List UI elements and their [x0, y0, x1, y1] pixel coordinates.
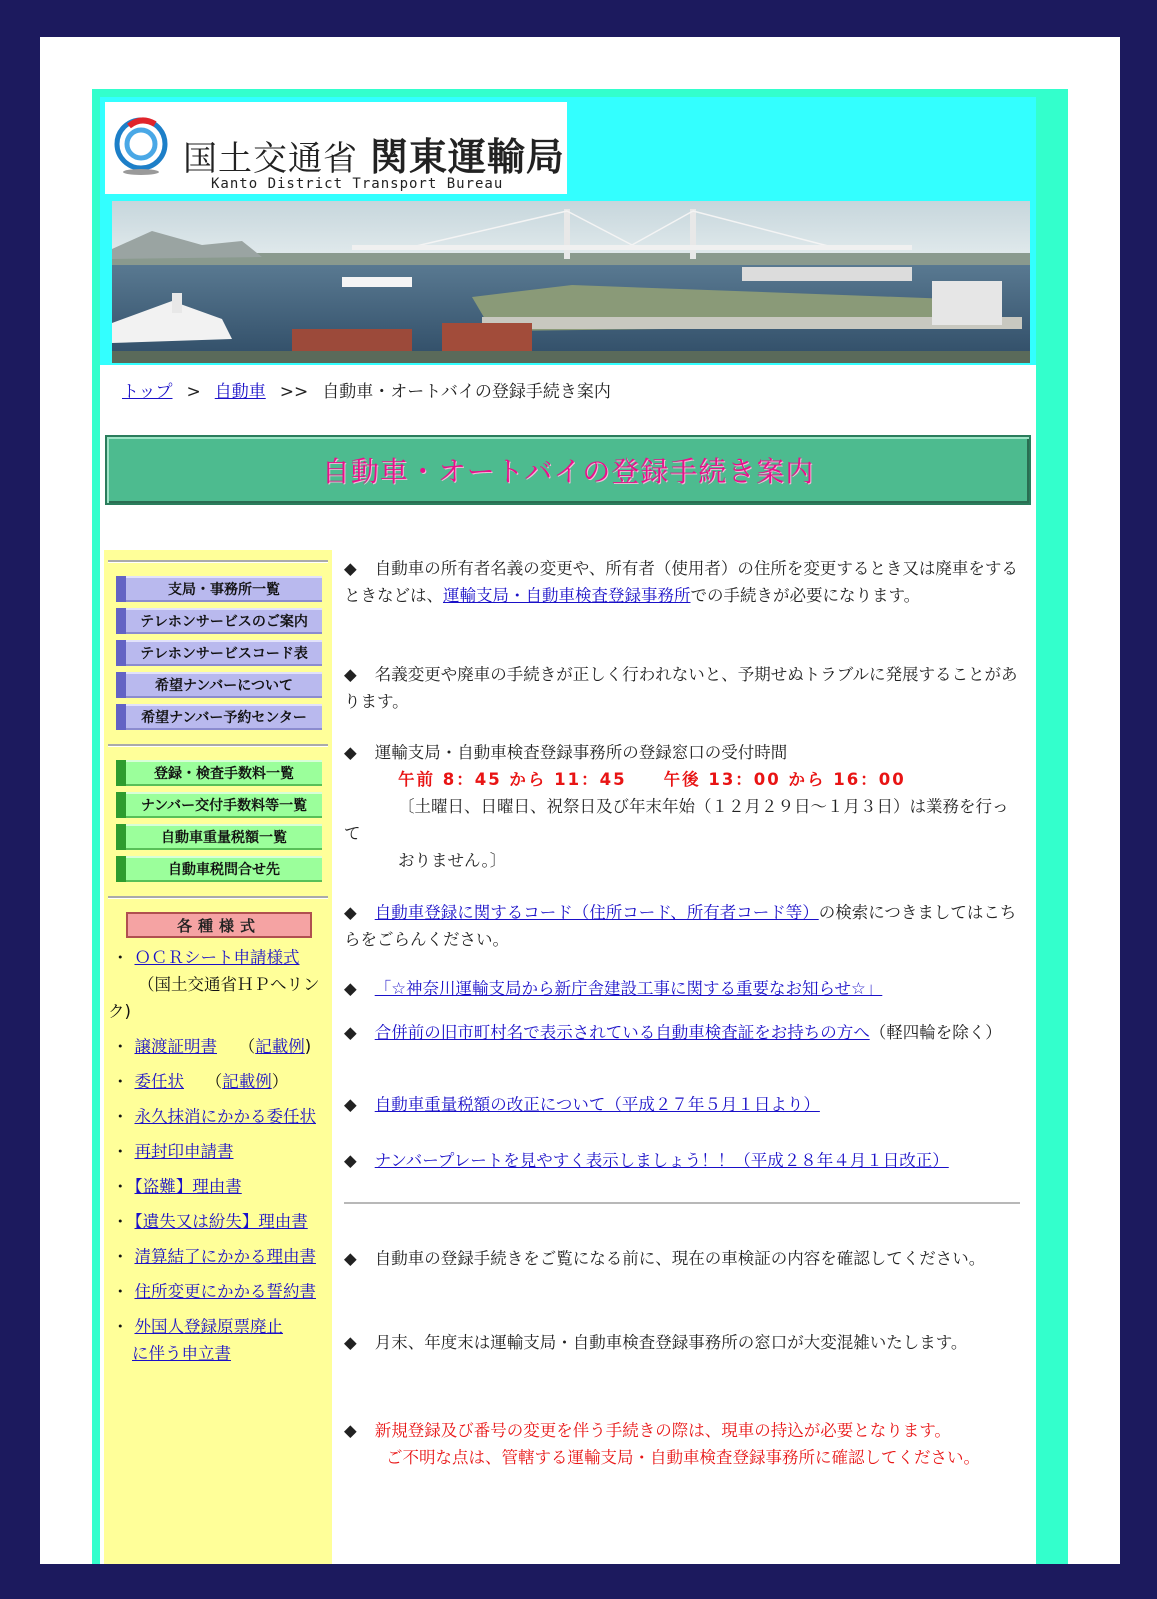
ocr-note: （国土交通省ＨＰへリンク) — [108, 975, 320, 1021]
weight-tax-revision-link[interactable]: 自動車重量税額の改正について（平成２７年５月１日より） — [374, 1095, 820, 1114]
list-item: ・ 住所変更にかかる誓約書 — [112, 1282, 316, 1301]
registration-code-link[interactable]: 自動車登録に関するコード（住所コード、所有者コード等） — [374, 903, 819, 922]
breadcrumb — [122, 377, 611, 402]
divider — [108, 896, 328, 899]
sidebar-button-preferred-number[interactable]: 希望ナンバーについて — [116, 672, 322, 698]
warning-paragraph: ◆ 新規登録及び番号の変更を伴う手続きの際は、現車の持込が必要となります。 ご不明な点は、管轄する運輸支局・自動車検査登録事務所に確認してください。 — [344, 1421, 980, 1467]
list-item: ・ ＯＣＲシート申請様式 （国土交通省ＨＰへリンク) — [108, 948, 320, 1021]
liquidation-reason-link[interactable]: 清算結了にかかる理由書 — [134, 1247, 316, 1266]
office-link[interactable]: 運輸支局・自動車検査登録事務所 — [443, 586, 691, 605]
power-of-attorney-link[interactable]: 委任状 — [134, 1072, 184, 1091]
sidebar — [104, 550, 332, 1564]
list-item: ・ 【遺失又は紛失】理由書 — [112, 1212, 308, 1231]
sidebar-button-telephone-service[interactable]: テレホンサービスのご案内 — [116, 608, 322, 634]
list-item: ・ 清算結了にかかる理由書 — [112, 1247, 316, 1266]
sidebar-button-office-list[interactable]: 支局・事務所一覧 — [116, 576, 322, 602]
sidebar-button-inspection-fees[interactable]: 登録・検査手数料一覧 — [116, 760, 322, 786]
office-hours: 午前 8：45 から 11：45 午後 13：00 から 16：00 — [398, 770, 906, 789]
mlit-logo-icon — [111, 116, 171, 176]
forms-list — [108, 944, 328, 1375]
kanagawa-notice-link[interactable]: 「☆神奈川運輸支局から新庁舎建設工事に関する重要なお知らせ☆」 — [374, 979, 883, 998]
ocr-sheet-link[interactable]: ＯＣＲシート申請様式 — [134, 948, 300, 967]
breadcrumb-current: 自動車・オートバイの登録手続き案内 — [322, 382, 611, 402]
page-inner — [100, 97, 1036, 1564]
list-item: ・ 再封印申請書 — [112, 1142, 234, 1161]
list-item: ・ 永久抹消にかかる委任状 — [112, 1107, 316, 1126]
lost-reason-link[interactable]: 【遺失又は紛失】理由書 — [134, 1212, 308, 1231]
logo-japanese-text: 国土交通省 関東運輸局 — [183, 135, 565, 179]
sidebar-button-weight-tax[interactable]: 自動車重量税額一覧 — [116, 824, 322, 850]
page-title-banner — [105, 435, 1031, 505]
list-item: ・ 【盗難】理由書 — [112, 1177, 242, 1196]
forms-heading: 各種様式 — [126, 912, 312, 938]
notice-paragraph: ◆ 名義変更や廃車の手続きが正しく行われないと、予期せぬトラブルに発展することがあります。 — [344, 665, 1018, 711]
breadcrumb-separator: >> — [279, 382, 309, 402]
number-plate-link[interactable]: ナンバープレートを見やすく表示しましょう！！（平成２８年４月１日改正） — [374, 1151, 949, 1170]
breadcrumb-top-link[interactable]: トップ — [122, 382, 173, 402]
sidebar-button-number-reservation[interactable]: 希望ナンバー予約センター — [116, 704, 322, 730]
list-item: ・ 譲渡証明書 （記載例) — [112, 1037, 312, 1056]
harbor-banner-photo — [112, 201, 1030, 363]
foreigner-registration-link[interactable]: 外国人登録原票廃止 に伴う申立書 — [132, 1317, 283, 1363]
notice-paragraph: ◆ ナンバープレートを見やすく表示しましょう！！（平成２８年４月１日改正） — [344, 1151, 949, 1170]
hours-paragraph: ◆ 運輸支局・自動車検査登録事務所の登録窓口の受付時間 午前 8：45 から 11：45 午後 13：00 から 16：00 〔土曜日、日曜日、祝祭日及び年末年始（１２月２９日～１月３日）は業務を行って おりません。〕 — [344, 743, 1009, 870]
notice-paragraph: ◆ 自動車登録に関するコード（住所コード、所有者コード等）の検索につきましてはこちらをごらんください。 — [344, 903, 1017, 949]
notice-paragraph: ◆ 月末、年度末は運輸支局・自動車検査登録事務所の窓口が大変混雑いたします。 — [344, 1333, 968, 1352]
transfer-certificate-link[interactable]: 譲渡証明書 — [134, 1037, 217, 1056]
page — [92, 89, 1068, 1564]
breadcrumb-car-link[interactable]: 自動車 — [214, 382, 266, 402]
breadcrumb-separator: > — [186, 382, 201, 402]
outer-frame — [40, 37, 1120, 1564]
notice-paragraph: ◆ 自動車の所有者名義の変更や、所有者（使用者）の住所を変更するとき又は廃車をするときなどは、運輸支局・自動車検査登録事務所での手続きが必要になります。 — [344, 559, 1018, 605]
theft-reason-link[interactable]: 【盗難】理由書 — [134, 1177, 242, 1196]
page-title: 自動車・オートバイの登録手続き案内 — [321, 455, 815, 488]
sidebar-button-car-tax-contact[interactable]: 自動車税問合せ先 — [116, 856, 322, 882]
reseal-application-link[interactable]: 再封印申請書 — [134, 1142, 234, 1161]
logo[interactable] — [105, 102, 567, 194]
notice-paragraph: ◆ 合併前の旧市町村名で表示されている自動車検査証をお持ちの方へ（軽四輪を除く） — [344, 1023, 1002, 1042]
transfer-example-link[interactable]: 記載例 — [255, 1037, 305, 1056]
notice-paragraph: ◆ 自動車重量税額の改正について（平成２７年５月１日より） — [344, 1095, 820, 1114]
divider — [344, 1202, 1020, 1204]
notice-paragraph: ◆ 自動車の登録手続きをご覧になる前に、現在の車検証の内容を確認してください。 — [344, 1249, 986, 1268]
permanent-deletion-poa-link[interactable]: 永久抹消にかかる委任状 — [134, 1107, 316, 1126]
notice-paragraph: ◆ 「☆神奈川運輸支局から新庁舎建設工事に関する重要なお知らせ☆」 — [344, 979, 883, 998]
divider — [108, 560, 328, 563]
divider — [108, 744, 328, 747]
list-item: ・ 外国人登録原票廃止 に伴う申立書 — [108, 1313, 328, 1367]
logo-english-text: Kanto District Transport Bureau — [211, 176, 504, 192]
power-of-attorney-example-link[interactable]: 記載例 — [222, 1072, 272, 1091]
sidebar-button-plate-fees[interactable]: ナンバー交付手数料等一覧 — [116, 792, 322, 818]
address-change-pledge-link[interactable]: 住所変更にかかる誓約書 — [134, 1282, 316, 1301]
old-municipality-link[interactable]: 合併前の旧市町村名で表示されている自動車検査証をお持ちの方へ — [374, 1023, 870, 1042]
header — [100, 97, 1036, 365]
sidebar-button-telephone-code[interactable]: テレホンサービスコード表 — [116, 640, 322, 666]
list-item: ・ 委任状 （記載例） — [112, 1072, 289, 1091]
